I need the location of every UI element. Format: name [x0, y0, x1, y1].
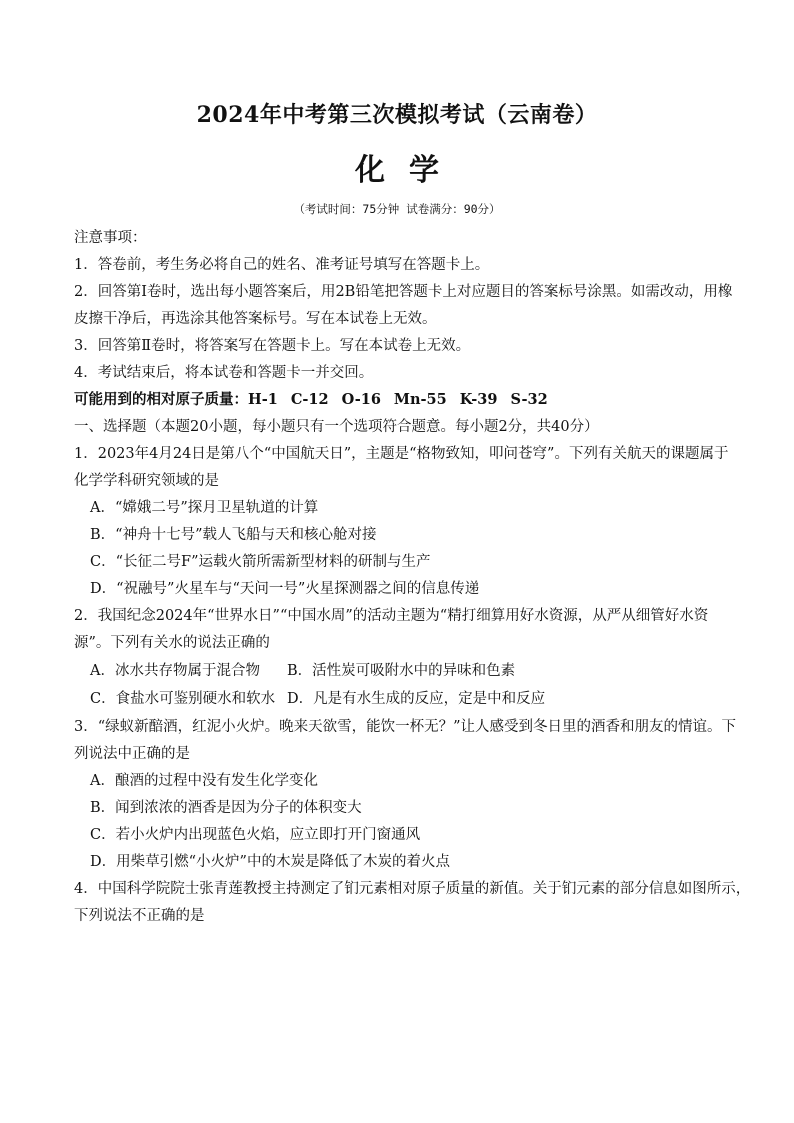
question-1-option-b: B．“神舟十七号”载人飞船与天和核心舱对接 [90, 527, 377, 543]
notice-item-2-line-1: 2．回答第Ⅰ卷时，选出每小题答案后，用2B铅笔把答题卡上对应题目的答案标号涂黑。如需改动，用橡 [74, 284, 733, 300]
question-3-stem-line-1: 3．“绿蚁新醅酒，红泥小火炉。晚来天欲雪，能饮一杯无？”让人感受到冬日里的酒香和朋友的情谊。下 [74, 719, 737, 735]
question-4-stem-line-2: 下列说法不正确的是 [74, 908, 205, 924]
question-4-stem-line-1: 4．中国科学院院士张青莲教授主持测定了钔元素相对原子质量的新值。关于钔元素的部分信息如图所示， [74, 881, 751, 897]
question-2-option-b: B．活性炭可吸附水中的异味和色素 [287, 663, 516, 679]
question-2-stem-line-2: 源”。下列有关水的说法正确的 [74, 635, 270, 651]
element-mass: K-39 [459, 391, 498, 408]
question-3-option-d: D．用柴草引燃“小火炉”中的木炭是降低了木炭的着火点 [90, 854, 450, 870]
element-mass: O-16 [341, 391, 381, 408]
notice-item-2-line-2: 皮擦干净后，再选涂其他答案标号。写在本试卷上无效。 [74, 311, 437, 327]
question-2-option-c: C．食盐水可鉴别硬水和软水 [90, 691, 276, 707]
exam-info: （考试时间：75分钟 试卷满分：90分） [293, 202, 501, 216]
question-3-option-b: B．闻到浓浓的酒香是因为分子的体积变大 [90, 800, 362, 816]
exam-title: 2024年中考第三次模拟考试（云南卷） [196, 102, 598, 128]
section-1-heading: 一、选择题（本题20小题，每小题只有一个选项符合题意。每小题2分，共40分） [74, 419, 599, 435]
question-2-option-d: D．凡是有水生成的反应，定是中和反应 [287, 691, 546, 707]
notice-heading: 注意事项： [74, 230, 147, 246]
question-2-stem-line-1: 2．我国纪念2024年“世界水日”“中国水周”的活动主题为“精打细算用好水资源，从严从细管好水资 [74, 608, 709, 624]
element-mass: S-32 [510, 391, 548, 408]
question-3-option-a: A．酿酒的过程中没有发生化学变化 [90, 773, 318, 789]
atomic-mass-line [74, 391, 561, 409]
element-mass: Mn-55 [393, 391, 447, 408]
question-3-option-c: C．若小火炉内出现蓝色火焰，应立即打开门窗通风 [90, 827, 421, 843]
notice-item-1: 1．答卷前，考生务必将自己的姓名、准考证号填写在答题卡上。 [74, 257, 490, 273]
atomic-mass-label: 可能用到的相对原子质量： [74, 391, 248, 408]
question-3-stem-line-2: 列说法中正确的是 [74, 746, 190, 762]
question-1-option-a: A．“嫦娥二号”探月卫星轨道的计算 [90, 500, 319, 516]
question-1-stem-line-1: 1．2023年4月24日是第八个“中国航天日”，主题是“格物致知，叩问苍穹”。下列有关航天的课题属于 [74, 446, 729, 462]
question-1-option-c: C．“长征二号F”运载火箭所需新型材料的研制与生产 [90, 554, 431, 570]
question-1-stem-line-2: 化学学科研究领域的是 [74, 473, 219, 489]
notice-item-4: 4．考试结束后，将本试卷和答题卡一并交回。 [74, 365, 374, 381]
notice-item-3: 3．回答第Ⅱ卷时，将答案写在答题卡上。写在本试卷上无效。 [74, 338, 471, 354]
element-mass: H-1 [248, 391, 278, 408]
question-2-option-a: A．冰水共存物属于混合物 [90, 663, 260, 679]
element-mass: C-12 [290, 391, 329, 408]
question-1-option-d: D．“祝融号”火星车与“天问一号”火星探测器之间的信息传递 [90, 581, 480, 597]
subject-title: 化学 [355, 153, 463, 188]
